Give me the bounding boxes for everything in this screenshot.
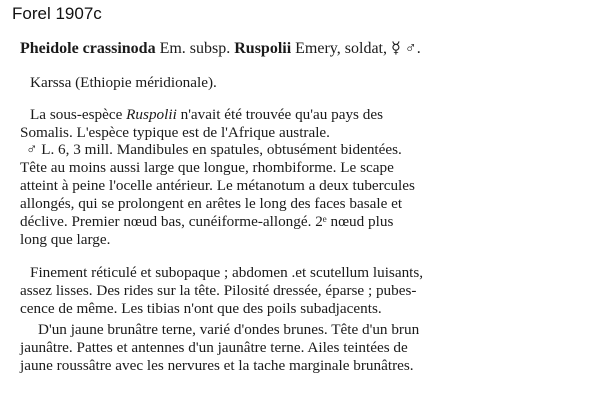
- taxon-castes: Emery, soldat, ☿ ♂.: [295, 40, 421, 57]
- locality-line: Karssa (Ethiopie méridionale).: [30, 74, 217, 91]
- italic-taxon: Ruspolii: [126, 106, 177, 123]
- text-line: Tête au moins aussi large que longue, rhombiforme. Le scape: [20, 159, 394, 176]
- text-line: long que large.: [20, 231, 111, 248]
- citation-label: Forel 1907c: [12, 4, 102, 23]
- text-line: cence de même. Les tibias n'ont que des poils subadjacents.: [20, 300, 382, 317]
- text-line: déclive. Premier nœud bas, cunéiforme-allongé. 2ᵉ nœud plus: [20, 213, 394, 230]
- text-line: D'un jaune brunâtre terne, varié d'ondes brunes. Tête d'un brun: [38, 321, 420, 338]
- taxon-name: Pheidole crassinoda: [20, 40, 156, 57]
- text-line: jaunâtre. Pattes et antennes d'un jaunâtre terne. Ailes teintées de: [20, 339, 408, 356]
- text-line: atteint à peine l'ocelle antérieur. Le métanotum a deux tubercules: [20, 177, 415, 194]
- subspecies-name: Ruspolii: [234, 40, 292, 57]
- text-line: jaune roussâtre avec les nervures et la tache marginale brunâtres.: [20, 357, 414, 374]
- text-line: ♂ L. 6, 3 mill. Mandibules en spatules, obtusément bidentées.: [26, 141, 402, 158]
- taxon-author: Em. subsp.: [159, 40, 231, 57]
- text-line: Somalis. L'espèce typique est de l'Afrique australe.: [20, 124, 330, 141]
- text-line: allongés, qui se prolongent en arêtes le long des faces basale et: [20, 195, 403, 212]
- text-line: La sous-espèce Ruspolii n'avait été trouvée qu'au pays des: [30, 106, 384, 123]
- taxon-title: [20, 40, 421, 58]
- text-line: assez lisses. Des rides sur la tête. Pilosité dressée, éparse ; pubes-: [20, 282, 417, 299]
- text-line: Finement réticulé et subopaque ; abdomen .et scutellum luisants,: [30, 264, 424, 281]
